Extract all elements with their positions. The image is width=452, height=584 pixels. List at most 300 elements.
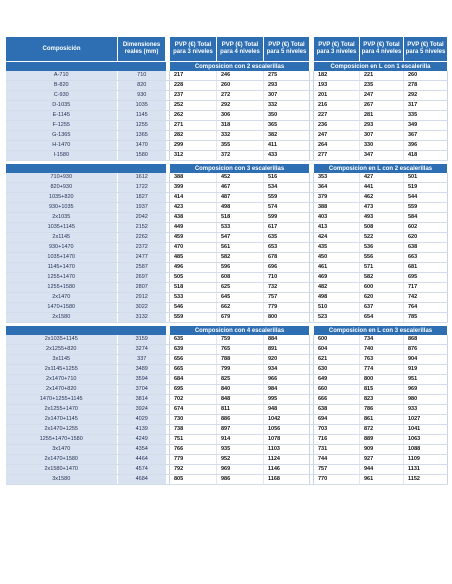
section-title-right: Composicion en L con 1 escalerilla [314, 62, 448, 72]
price-cell: 995 [264, 395, 310, 405]
header-pvp-right-3: PVP (€) Total para 3 niveles [314, 37, 360, 62]
price-cell: 897 [217, 425, 264, 435]
dimension-cell: 1612 [118, 173, 166, 183]
price-cell: 653 [264, 243, 310, 253]
dimension-cell: 3274 [118, 345, 166, 355]
price-cell: 1131 [404, 465, 448, 475]
price-cell: 765 [217, 345, 264, 355]
price-cell: 559 [170, 313, 217, 323]
table-row [6, 193, 448, 203]
composicion-cell: 2x1145+1255 [6, 365, 118, 375]
price-cell: 966 [264, 375, 310, 385]
price-cell: 638 [314, 405, 360, 415]
price-cell: 433 [264, 151, 310, 161]
dimension-cell: 3924 [118, 405, 166, 415]
price-cell: 260 [404, 71, 448, 81]
price-cell: 236 [314, 121, 360, 131]
table-row [6, 131, 448, 141]
composicion-cell: 930+1470 [6, 243, 118, 253]
dimension-cell: 4354 [118, 445, 166, 455]
composicion-cell: C-930 [6, 91, 118, 101]
table-row [6, 455, 448, 465]
price-cell: 317 [404, 101, 448, 111]
price-cell: 823 [360, 395, 404, 405]
price-cell: 969 [217, 465, 264, 475]
dimension-cell: 4574 [118, 465, 166, 475]
price-cell: 620 [404, 233, 448, 243]
dimension-cell: 1722 [118, 183, 166, 193]
price-cell: 785 [404, 313, 448, 323]
price-cell: 740 [360, 345, 404, 355]
price-cell: 891 [264, 345, 310, 355]
price-cell: 717 [404, 283, 448, 293]
price-cell: 347 [360, 151, 404, 161]
price-cell: 702 [170, 395, 217, 405]
composicion-cell: 710+930 [6, 173, 118, 183]
price-cell: 312 [170, 151, 217, 161]
price-cell: 920 [264, 355, 310, 365]
price-cell: 620 [360, 293, 404, 303]
price-cell: 800 [264, 313, 310, 323]
section-header [6, 62, 448, 72]
price-cell: 403 [314, 213, 360, 223]
price-cell: 461 [314, 263, 360, 273]
price-cell: 1063 [404, 435, 448, 445]
composicion-cell: 1470+1255+1145 [6, 395, 118, 405]
price-cell: 927 [360, 455, 404, 465]
header-dimensiones: Dimensiones reales (mm) [118, 37, 166, 62]
price-cell: 584 [404, 213, 448, 223]
price-cell: 751 [170, 435, 217, 445]
price-cell: 766 [170, 445, 217, 455]
table-row [6, 345, 448, 355]
table-row [6, 475, 448, 485]
price-cell: 271 [170, 121, 217, 131]
price-cell: 799 [217, 365, 264, 375]
section-header-left [6, 62, 166, 72]
composicion-cell: 1035+1145 [6, 223, 118, 233]
price-cell: 469 [314, 273, 360, 283]
price-cell: 695 [170, 385, 217, 395]
dimension-cell: 2912 [118, 293, 166, 303]
price-table [5, 36, 448, 485]
price-cell: 805 [170, 475, 217, 485]
price-cell: 663 [404, 253, 448, 263]
price-cell: 293 [360, 121, 404, 131]
section-header-left [6, 164, 166, 173]
price-cell: 811 [217, 405, 264, 415]
price-cell: 182 [314, 71, 360, 81]
price-cell: 498 [217, 203, 264, 213]
dimension-cell: 1035 [118, 101, 166, 111]
price-cell: 318 [217, 121, 264, 131]
price-cell: 800 [360, 375, 404, 385]
price-cell: 247 [360, 91, 404, 101]
price-cell: 459 [170, 233, 217, 243]
price-cell: 246 [217, 71, 264, 81]
price-cell: 335 [404, 111, 448, 121]
price-cell: 399 [170, 183, 217, 193]
price-cell: 546 [170, 303, 217, 313]
header-pvp-right-5: PVP (€) Total para 5 niveles [404, 37, 448, 62]
price-cell: 638 [404, 243, 448, 253]
price-cell: 757 [264, 293, 310, 303]
header-row [6, 37, 448, 62]
price-cell: 703 [314, 425, 360, 435]
price-cell: 536 [360, 243, 404, 253]
table-row [6, 81, 448, 91]
price-cell: 662 [217, 303, 264, 313]
table-row [6, 213, 448, 223]
table-row [6, 355, 448, 365]
price-cell: 645 [217, 293, 264, 303]
price-cell: 201 [314, 91, 360, 101]
price-cell: 660 [314, 385, 360, 395]
price-cell: 574 [264, 203, 310, 213]
composicion-cell: 2x1470 [6, 293, 118, 303]
price-cell: 267 [360, 101, 404, 111]
price-cell: 470 [170, 243, 217, 253]
dimension-cell: 1145 [118, 111, 166, 121]
price-cell: 684 [170, 375, 217, 385]
price-cell: 467 [217, 183, 264, 193]
dimension-cell: 1255 [118, 121, 166, 131]
table-row [6, 101, 448, 111]
price-cell: 678 [264, 253, 310, 263]
price-cell: 307 [264, 91, 310, 101]
composicion-cell: A-710 [6, 71, 118, 81]
dimension-cell: 1580 [118, 151, 166, 161]
section-header [6, 326, 448, 335]
price-cell: 635 [264, 233, 310, 243]
price-cell: 349 [404, 121, 448, 131]
table-row [6, 223, 448, 233]
price-cell: 792 [170, 465, 217, 475]
price-cell: 382 [264, 131, 310, 141]
price-cell: 367 [404, 131, 448, 141]
price-cell: 649 [314, 375, 360, 385]
price-cell: 933 [404, 405, 448, 415]
composicion-cell: 3x1470 [6, 445, 118, 455]
price-cell: 600 [360, 283, 404, 293]
composicion-cell: 2x1035+1145 [6, 335, 118, 345]
price-cell: 414 [170, 193, 217, 203]
price-cell: 278 [404, 81, 448, 91]
section-header-left [6, 326, 166, 335]
price-cell: 262 [170, 111, 217, 121]
price-cell: 493 [360, 213, 404, 223]
price-cell: 1124 [264, 455, 310, 465]
dimension-cell: 3814 [118, 395, 166, 405]
price-cell: 388 [314, 203, 360, 213]
price-cell: 496 [170, 263, 217, 273]
composicion-cell: 2x1145 [6, 233, 118, 243]
composicion-cell: 2x1470+710 [6, 375, 118, 385]
dimension-cell: 1827 [118, 193, 166, 203]
dimension-cell: 3132 [118, 313, 166, 323]
price-cell: 635 [170, 335, 217, 345]
dimension-cell: 3594 [118, 375, 166, 385]
price-cell: 600 [314, 335, 360, 345]
price-cell: 599 [264, 213, 310, 223]
price-cell: 449 [170, 223, 217, 233]
price-cell: 216 [314, 101, 360, 111]
dimension-cell: 2372 [118, 243, 166, 253]
dimension-cell: 710 [118, 71, 166, 81]
section-title-right: Composicion en L con 2 escalerillas [314, 164, 448, 173]
price-cell: 547 [217, 233, 264, 243]
section-title-left: Composicion con 3 escalerillas [170, 164, 310, 173]
composicion-cell: 2x1255+1470 [6, 405, 118, 415]
section-title-right: Composicion en L con 3 escalerillas [314, 326, 448, 335]
price-cell: 961 [360, 475, 404, 485]
price-cell: 716 [314, 435, 360, 445]
price-cell: 299 [170, 141, 217, 151]
price-cell: 889 [360, 435, 404, 445]
price-cell: 193 [314, 81, 360, 91]
price-cell: 1056 [264, 425, 310, 435]
price-cell: 625 [217, 283, 264, 293]
header-composicion: Composición [6, 37, 118, 62]
composicion-cell: 1470+1580 [6, 303, 118, 313]
table-row [6, 203, 448, 213]
dimension-cell: 2477 [118, 253, 166, 263]
price-cell: 292 [217, 101, 264, 111]
price-cell: 260 [217, 81, 264, 91]
price-cell: 1042 [264, 415, 310, 425]
price-cell: 639 [170, 345, 217, 355]
price-cell: 934 [264, 365, 310, 375]
price-cell: 909 [360, 445, 404, 455]
table-row [6, 395, 448, 405]
price-cell: 665 [170, 365, 217, 375]
dimension-cell: 4464 [118, 455, 166, 465]
dimension-cell: 1937 [118, 203, 166, 213]
composicion-cell: 820+930 [6, 183, 118, 193]
price-cell: 666 [314, 395, 360, 405]
table-row [6, 405, 448, 415]
price-cell: 948 [264, 405, 310, 415]
price-cell: 694 [314, 415, 360, 425]
dimension-cell: 4029 [118, 415, 166, 425]
price-cell: 235 [360, 81, 404, 91]
dimension-cell: 4139 [118, 425, 166, 435]
price-cell: 505 [170, 273, 217, 283]
table-row [6, 435, 448, 445]
price-cell: 473 [360, 203, 404, 213]
table-row [6, 121, 448, 131]
price-cell: 355 [217, 141, 264, 151]
composicion-cell: 2x1470+820 [6, 385, 118, 395]
header-pvp-left-4: PVP (€) Total para 4 niveles [217, 37, 264, 62]
price-cell: 840 [217, 385, 264, 395]
table-row [6, 375, 448, 385]
price-cell: 559 [264, 193, 310, 203]
section-header [6, 164, 448, 173]
price-cell: 774 [360, 365, 404, 375]
composicion-cell: I-1580 [6, 151, 118, 161]
price-cell: 424 [314, 233, 360, 243]
dimension-cell: 2807 [118, 283, 166, 293]
price-cell: 596 [217, 263, 264, 273]
dimension-cell: 2042 [118, 213, 166, 223]
table-row [6, 233, 448, 243]
price-cell: 277 [314, 151, 360, 161]
table-row [6, 253, 448, 263]
composicion-cell: B-820 [6, 81, 118, 91]
price-cell: 582 [360, 273, 404, 283]
composicion-cell: 2x1470+1580 [6, 455, 118, 465]
composicion-cell: G-1365 [6, 131, 118, 141]
dimension-cell: 2697 [118, 273, 166, 283]
price-cell: 306 [217, 111, 264, 121]
price-cell: 482 [314, 283, 360, 293]
table-row [6, 385, 448, 395]
dimension-cell: 2587 [118, 263, 166, 273]
price-cell: 228 [170, 81, 217, 91]
composicion-cell: 2x1580 [6, 313, 118, 323]
price-cell: 292 [404, 91, 448, 101]
price-cell: 848 [217, 395, 264, 405]
composicion-cell: H-1470 [6, 141, 118, 151]
table-row [6, 465, 448, 475]
table-row [6, 365, 448, 375]
price-cell: 757 [314, 465, 360, 475]
price-cell: 630 [314, 365, 360, 375]
price-cell: 247 [314, 131, 360, 141]
price-cell: 742 [404, 293, 448, 303]
table-row [6, 111, 448, 121]
table-row [6, 303, 448, 313]
table-row [6, 415, 448, 425]
table-row [6, 183, 448, 193]
price-cell: 452 [217, 173, 264, 183]
price-cell: 413 [314, 223, 360, 233]
dimension-cell: 3022 [118, 303, 166, 313]
table-row [6, 293, 448, 303]
price-cell: 485 [170, 253, 217, 263]
table-row [6, 173, 448, 183]
price-cell: 876 [404, 345, 448, 355]
price-cell: 602 [404, 223, 448, 233]
price-cell: 372 [217, 151, 264, 161]
price-cell: 221 [360, 71, 404, 81]
price-cell: 654 [360, 313, 404, 323]
table-row [6, 445, 448, 455]
table-row [6, 335, 448, 345]
price-cell: 487 [217, 193, 264, 203]
price-cell: 621 [314, 355, 360, 365]
price-cell: 734 [360, 335, 404, 345]
composicion-cell: 2x1470+1145 [6, 415, 118, 425]
price-cell: 237 [170, 91, 217, 101]
price-cell: 275 [264, 71, 310, 81]
price-cell: 556 [360, 253, 404, 263]
price-cell: 980 [404, 395, 448, 405]
dimension-cell: 820 [118, 81, 166, 91]
price-cell: 518 [170, 283, 217, 293]
price-cell: 264 [314, 141, 360, 151]
price-cell: 861 [360, 415, 404, 425]
price-cell: 868 [404, 335, 448, 345]
price-cell: 730 [170, 415, 217, 425]
price-cell: 365 [264, 121, 310, 131]
composicion-cell: E-1145 [6, 111, 118, 121]
table-row [6, 141, 448, 151]
composicion-cell: 1145+1470 [6, 263, 118, 273]
price-cell: 533 [217, 223, 264, 233]
price-cell: 695 [404, 273, 448, 283]
price-cell: 710 [264, 273, 310, 283]
section-title-left: Composicion con 2 escalerillas [170, 62, 310, 72]
price-cell: 770 [314, 475, 360, 485]
price-cell: 681 [404, 263, 448, 273]
dimension-cell: 2152 [118, 223, 166, 233]
price-cell: 904 [404, 355, 448, 365]
composicion-cell: 1255+1470 [6, 273, 118, 283]
price-cell: 914 [217, 435, 264, 445]
price-cell: 498 [314, 293, 360, 303]
price-cell: 411 [264, 141, 310, 151]
price-cell: 350 [264, 111, 310, 121]
price-cell: 423 [170, 203, 217, 213]
dimension-cell: 3489 [118, 365, 166, 375]
price-cell: 307 [360, 131, 404, 141]
composicion-cell: 1035+820 [6, 193, 118, 203]
price-cell: 1078 [264, 435, 310, 445]
price-cell: 462 [360, 193, 404, 203]
price-cell: 732 [264, 283, 310, 293]
price-cell: 332 [264, 101, 310, 111]
price-cell: 764 [404, 303, 448, 313]
table-body [6, 62, 448, 485]
composicion-cell: D-1035 [6, 101, 118, 111]
price-cell: 872 [360, 425, 404, 435]
header-pvp-left-5: PVP (€) Total para 5 niveles [264, 37, 310, 62]
price-cell: 441 [360, 183, 404, 193]
dimension-cell: 3159 [118, 335, 166, 345]
price-cell: 744 [314, 455, 360, 465]
price-cell: 1152 [404, 475, 448, 485]
price-cell: 508 [360, 223, 404, 233]
price-cell: 510 [314, 303, 360, 313]
price-cell: 516 [264, 173, 310, 183]
price-cell: 364 [314, 183, 360, 193]
price-cell: 696 [264, 263, 310, 273]
dimension-cell: 4249 [118, 435, 166, 445]
price-cell: 272 [217, 91, 264, 101]
table-row [6, 283, 448, 293]
price-cell: 418 [404, 151, 448, 161]
header-pvp-left-3: PVP (€) Total para 3 niveles [170, 37, 217, 62]
price-cell: 396 [404, 141, 448, 151]
table-row [6, 151, 448, 161]
price-cell: 731 [314, 445, 360, 455]
table-row [6, 313, 448, 323]
composicion-cell: 930+1035 [6, 203, 118, 213]
section-title-left: Composicion con 4 escalerillas [170, 326, 310, 335]
price-cell: 825 [217, 375, 264, 385]
price-cell: 786 [360, 405, 404, 415]
price-cell: 1027 [404, 415, 448, 425]
price-cell: 886 [217, 415, 264, 425]
price-cell: 519 [404, 183, 448, 193]
price-table-sheet [5, 36, 447, 485]
price-cell: 952 [217, 455, 264, 465]
price-cell: 984 [264, 385, 310, 395]
price-cell: 252 [170, 101, 217, 111]
dimension-cell: 1365 [118, 131, 166, 141]
